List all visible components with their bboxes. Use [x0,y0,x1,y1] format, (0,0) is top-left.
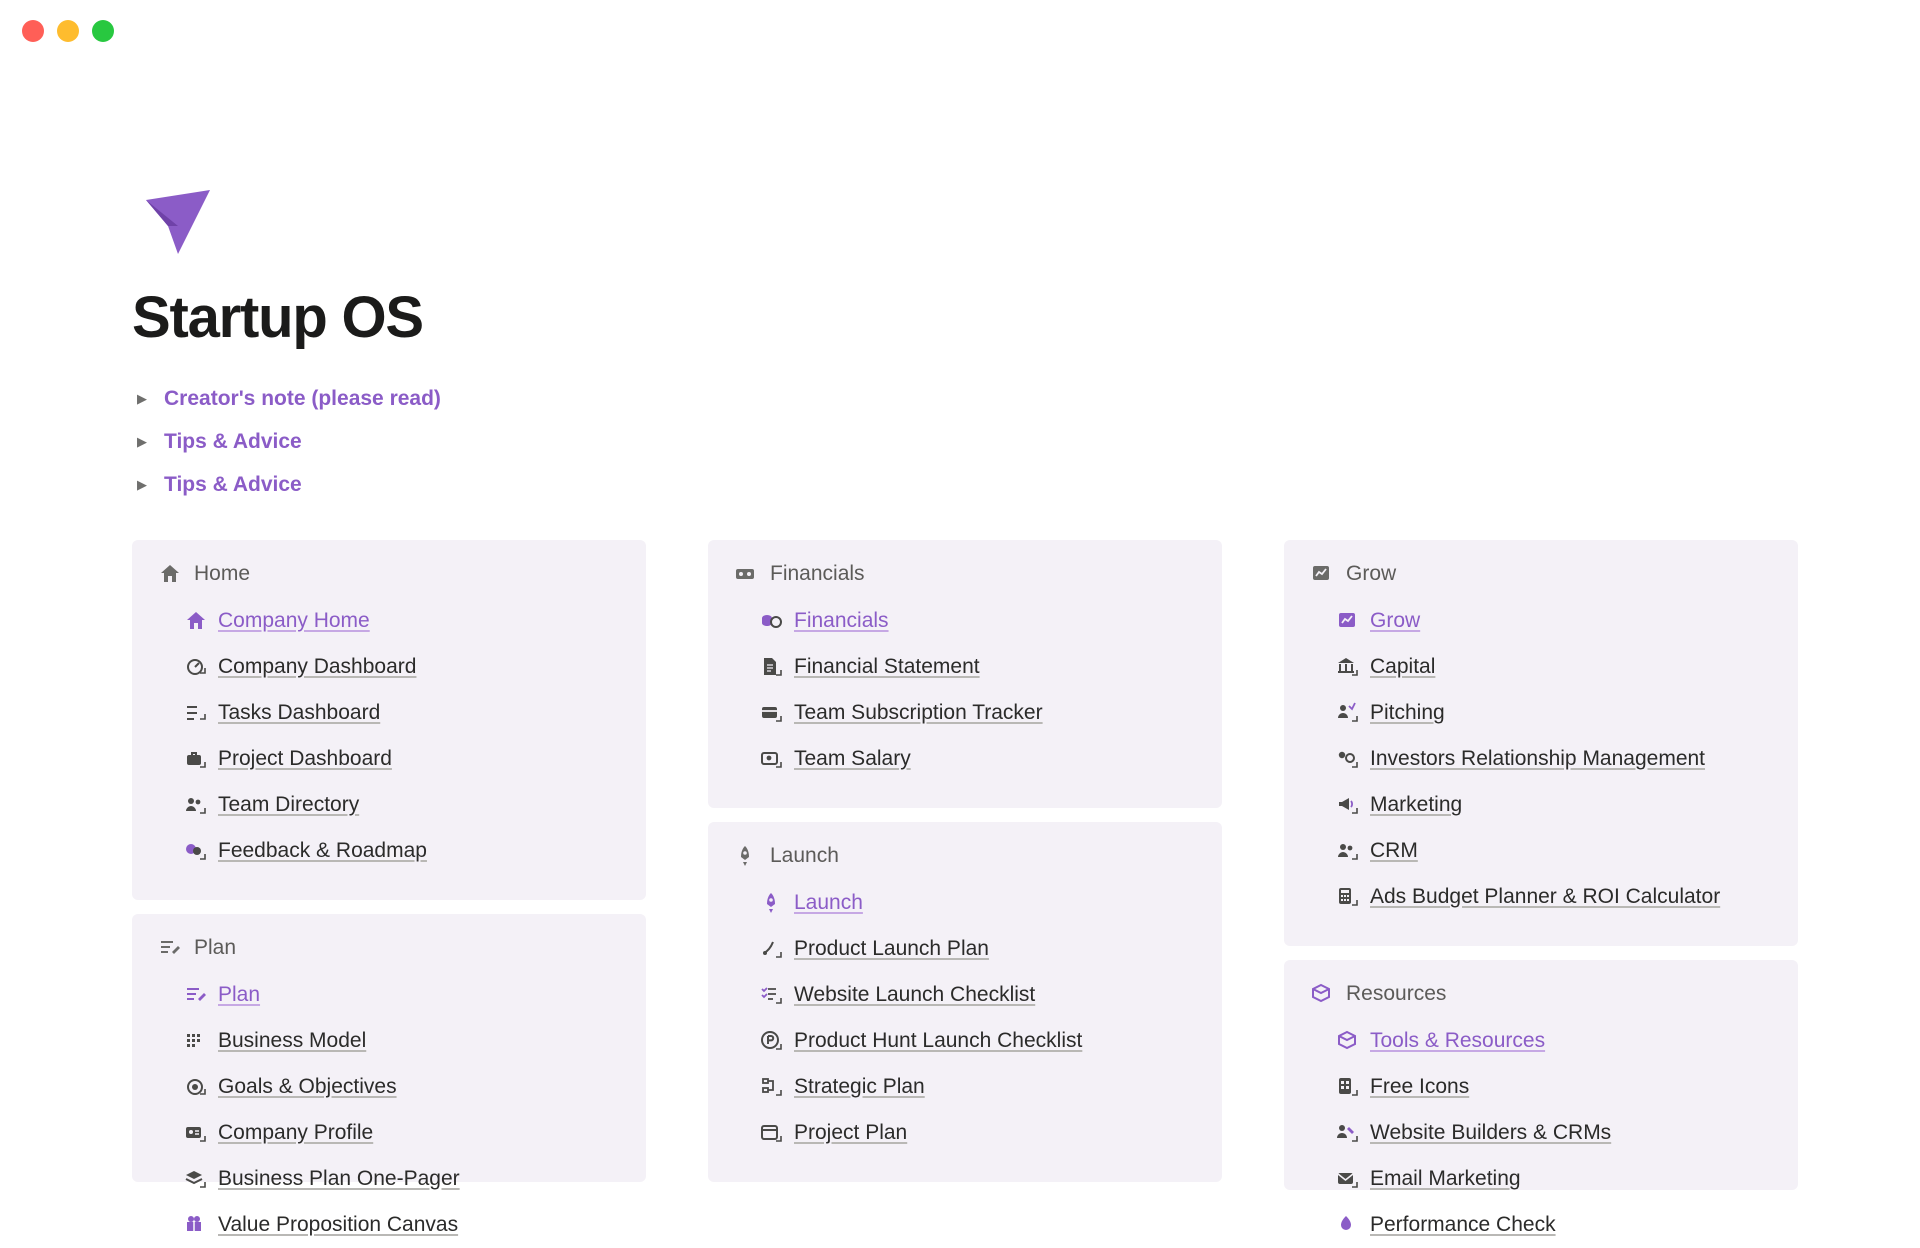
card-header [158,562,620,586]
link-label: Grow [1370,609,1421,632]
link-team-salary[interactable] [734,736,1196,782]
link-label: Feedback & Roadmap [218,839,427,862]
document-icon [760,655,784,679]
link-email-marketing[interactable] [1310,1156,1772,1202]
link-capital[interactable] [1310,644,1772,690]
link-label: Pitching [1370,701,1445,724]
card-header [1310,562,1772,586]
link-label: Goals & Objectives [218,1075,397,1098]
layers-icon [184,1167,208,1191]
id-card-icon [184,1121,208,1145]
link-value-proposition-canvas[interactable] [158,1202,620,1248]
toggle-label: Tips & Advice [164,472,302,496]
toggle-tips-advice-2[interactable] [132,463,1920,506]
link-label: Business Model [218,1029,367,1052]
people-icon [1336,839,1360,863]
toggle-creators-note[interactable] [132,377,1920,420]
calendar-icon [760,1121,784,1145]
card-title: Plan [194,936,237,959]
link-tools-resources[interactable] [1310,1018,1772,1064]
card-title: Financials [770,562,865,585]
link-marketing[interactable] [1310,782,1772,828]
page-title: Startup OS [132,285,423,350]
bank-icon [1336,655,1360,679]
rocket-icon [734,844,758,868]
coins-icon [760,609,784,633]
chat-icon [184,839,208,863]
link-team-directory[interactable] [158,782,620,828]
close-window-button[interactable] [22,20,44,42]
link-label: Website Launch Checklist [794,983,1036,1006]
plan-icon [158,936,182,960]
link-tasks-dashboard[interactable] [158,690,620,736]
link-company-profile[interactable] [158,1110,620,1156]
link-label: Launch [794,891,863,914]
link-label: Plan [218,983,261,1006]
column-middle [708,540,1222,1190]
link-business-plan-one-pager[interactable] [158,1156,620,1202]
mail-icon [1336,1167,1360,1191]
grid-icon [184,1029,208,1053]
card-plan [132,914,646,1236]
card-financials [708,540,1222,808]
card-home [132,540,646,900]
toggle-label: Creator's note (please read) [164,386,441,410]
link-team-subscription-tracker[interactable] [734,690,1196,736]
link-free-icons[interactable] [1310,1064,1772,1110]
box-icon [1336,1029,1360,1053]
launch-plan-icon [760,937,784,961]
link-company-home[interactable] [158,598,620,644]
link-label: Marketing [1370,793,1463,816]
link-grow[interactable] [1310,598,1772,644]
link-feedback-roadmap[interactable] [158,828,620,874]
link-project-dashboard[interactable] [158,736,620,782]
link-product-launch-plan[interactable] [734,926,1196,972]
link-business-model[interactable] [158,1018,620,1064]
card-resources [1284,960,1798,1236]
card-header [734,844,1196,868]
chart-icon [1310,562,1334,586]
card-launch [708,822,1222,1182]
toggle-tips-advice-1[interactable] [132,420,1920,463]
link-investors-relationship-management[interactable] [1310,736,1772,782]
calculator-icon [1336,885,1360,909]
link-label: Tasks Dashboard [218,701,381,724]
checklist-icon [760,983,784,1007]
money-icon [734,562,758,586]
link-label: Investors Relationship Management [1370,747,1706,770]
link-label: Product Hunt Launch Checklist [794,1029,1083,1052]
link-project-plan[interactable] [734,1110,1196,1156]
link-crm[interactable] [1310,828,1772,874]
toggle-triangle-icon[interactable]: ▶ [137,477,147,492]
home-icon [158,562,182,586]
toggle-list [132,377,1920,506]
link-label: Project Dashboard [218,747,392,770]
card-title: Resources [1346,982,1447,1005]
performance-icon [1336,1213,1360,1237]
zoom-window-button[interactable] [92,20,114,42]
link-columns [132,540,1920,1236]
link-label: Business Plan One-Pager [218,1167,460,1190]
link-product-hunt-launch-checklist[interactable] [734,1018,1196,1064]
link-ads-budget-planner-roi-calculator[interactable] [1310,874,1772,920]
link-label: Free Icons [1370,1075,1470,1098]
box-icon [1310,982,1334,1006]
briefcase-icon [184,747,208,771]
link-label: Financials [794,609,889,632]
card-header [1310,982,1772,1006]
home-icon [184,609,208,633]
link-label: Tools & Resources [1370,1029,1546,1052]
plan-icon [184,983,208,1007]
target-icon [184,1075,208,1099]
minimize-window-button[interactable] [57,20,79,42]
link-company-dashboard[interactable] [158,644,620,690]
link-pitching[interactable] [1310,690,1772,736]
dashboard-icon [184,655,208,679]
card-header [734,562,1196,586]
megaphone-icon [1336,793,1360,817]
toggle-triangle-icon[interactable]: ▶ [137,391,147,406]
link-label: Website Builders & CRMs [1370,1121,1612,1144]
link-label: Capital [1370,655,1436,678]
page-content [0,172,1920,1236]
link-label: Ads Budget Planner & ROI Calculator [1370,885,1721,908]
link-goals-objectives[interactable] [158,1064,620,1110]
link-label: Team Directory [218,793,360,816]
card-title: Home [194,562,251,585]
wallet-icon [760,747,784,771]
card-title: Grow [1346,562,1397,585]
link-label: Project Plan [794,1121,908,1144]
link-label: Financial Statement [794,655,980,678]
link-website-builders-crms[interactable] [1310,1110,1772,1156]
link-label: Performance Check [1370,1213,1556,1236]
traffic-light-controls [22,20,114,42]
link-label: Company Home [218,609,370,632]
link-strategic-plan[interactable] [734,1064,1196,1110]
toggle-triangle-icon[interactable]: ▶ [137,434,147,449]
link-label: Company Profile [218,1121,374,1144]
tasks-icon [184,701,208,725]
card-icon [760,701,784,725]
link-label: Team Subscription Tracker [794,701,1043,724]
link-label: Team Salary [794,747,911,770]
link-launch[interactable] [734,880,1196,926]
link-label: Email Marketing [1370,1167,1521,1190]
card-grow [1284,540,1798,946]
paper-plane-icon[interactable] [132,172,224,264]
link-plan[interactable] [158,972,620,1018]
column-left [132,540,646,1236]
toggle-label: Tips & Advice [164,429,302,453]
producthunt-icon [760,1029,784,1053]
strategy-icon [760,1075,784,1099]
handshake-icon [1336,747,1360,771]
pitch-icon [1336,701,1360,725]
icons-icon [1336,1075,1360,1099]
builder-icon [1336,1121,1360,1145]
people-icon [184,793,208,817]
link-label: CRM [1370,839,1418,862]
link-performance-check[interactable] [1310,1202,1772,1248]
rocket-icon [760,891,784,915]
chart-icon [1336,609,1360,633]
link-label: Value Proposition Canvas [218,1213,459,1236]
link-website-launch-checklist[interactable] [734,972,1196,1018]
link-label: Product Launch Plan [794,937,989,960]
link-financials[interactable] [734,598,1196,644]
link-financial-statement[interactable] [734,644,1196,690]
link-label: Strategic Plan [794,1075,925,1098]
card-title: Launch [770,844,839,867]
window-titlebar [0,0,1920,62]
column-right [1284,540,1798,1236]
gift-icon [184,1213,208,1237]
card-header [158,936,620,960]
link-label: Company Dashboard [218,655,417,678]
